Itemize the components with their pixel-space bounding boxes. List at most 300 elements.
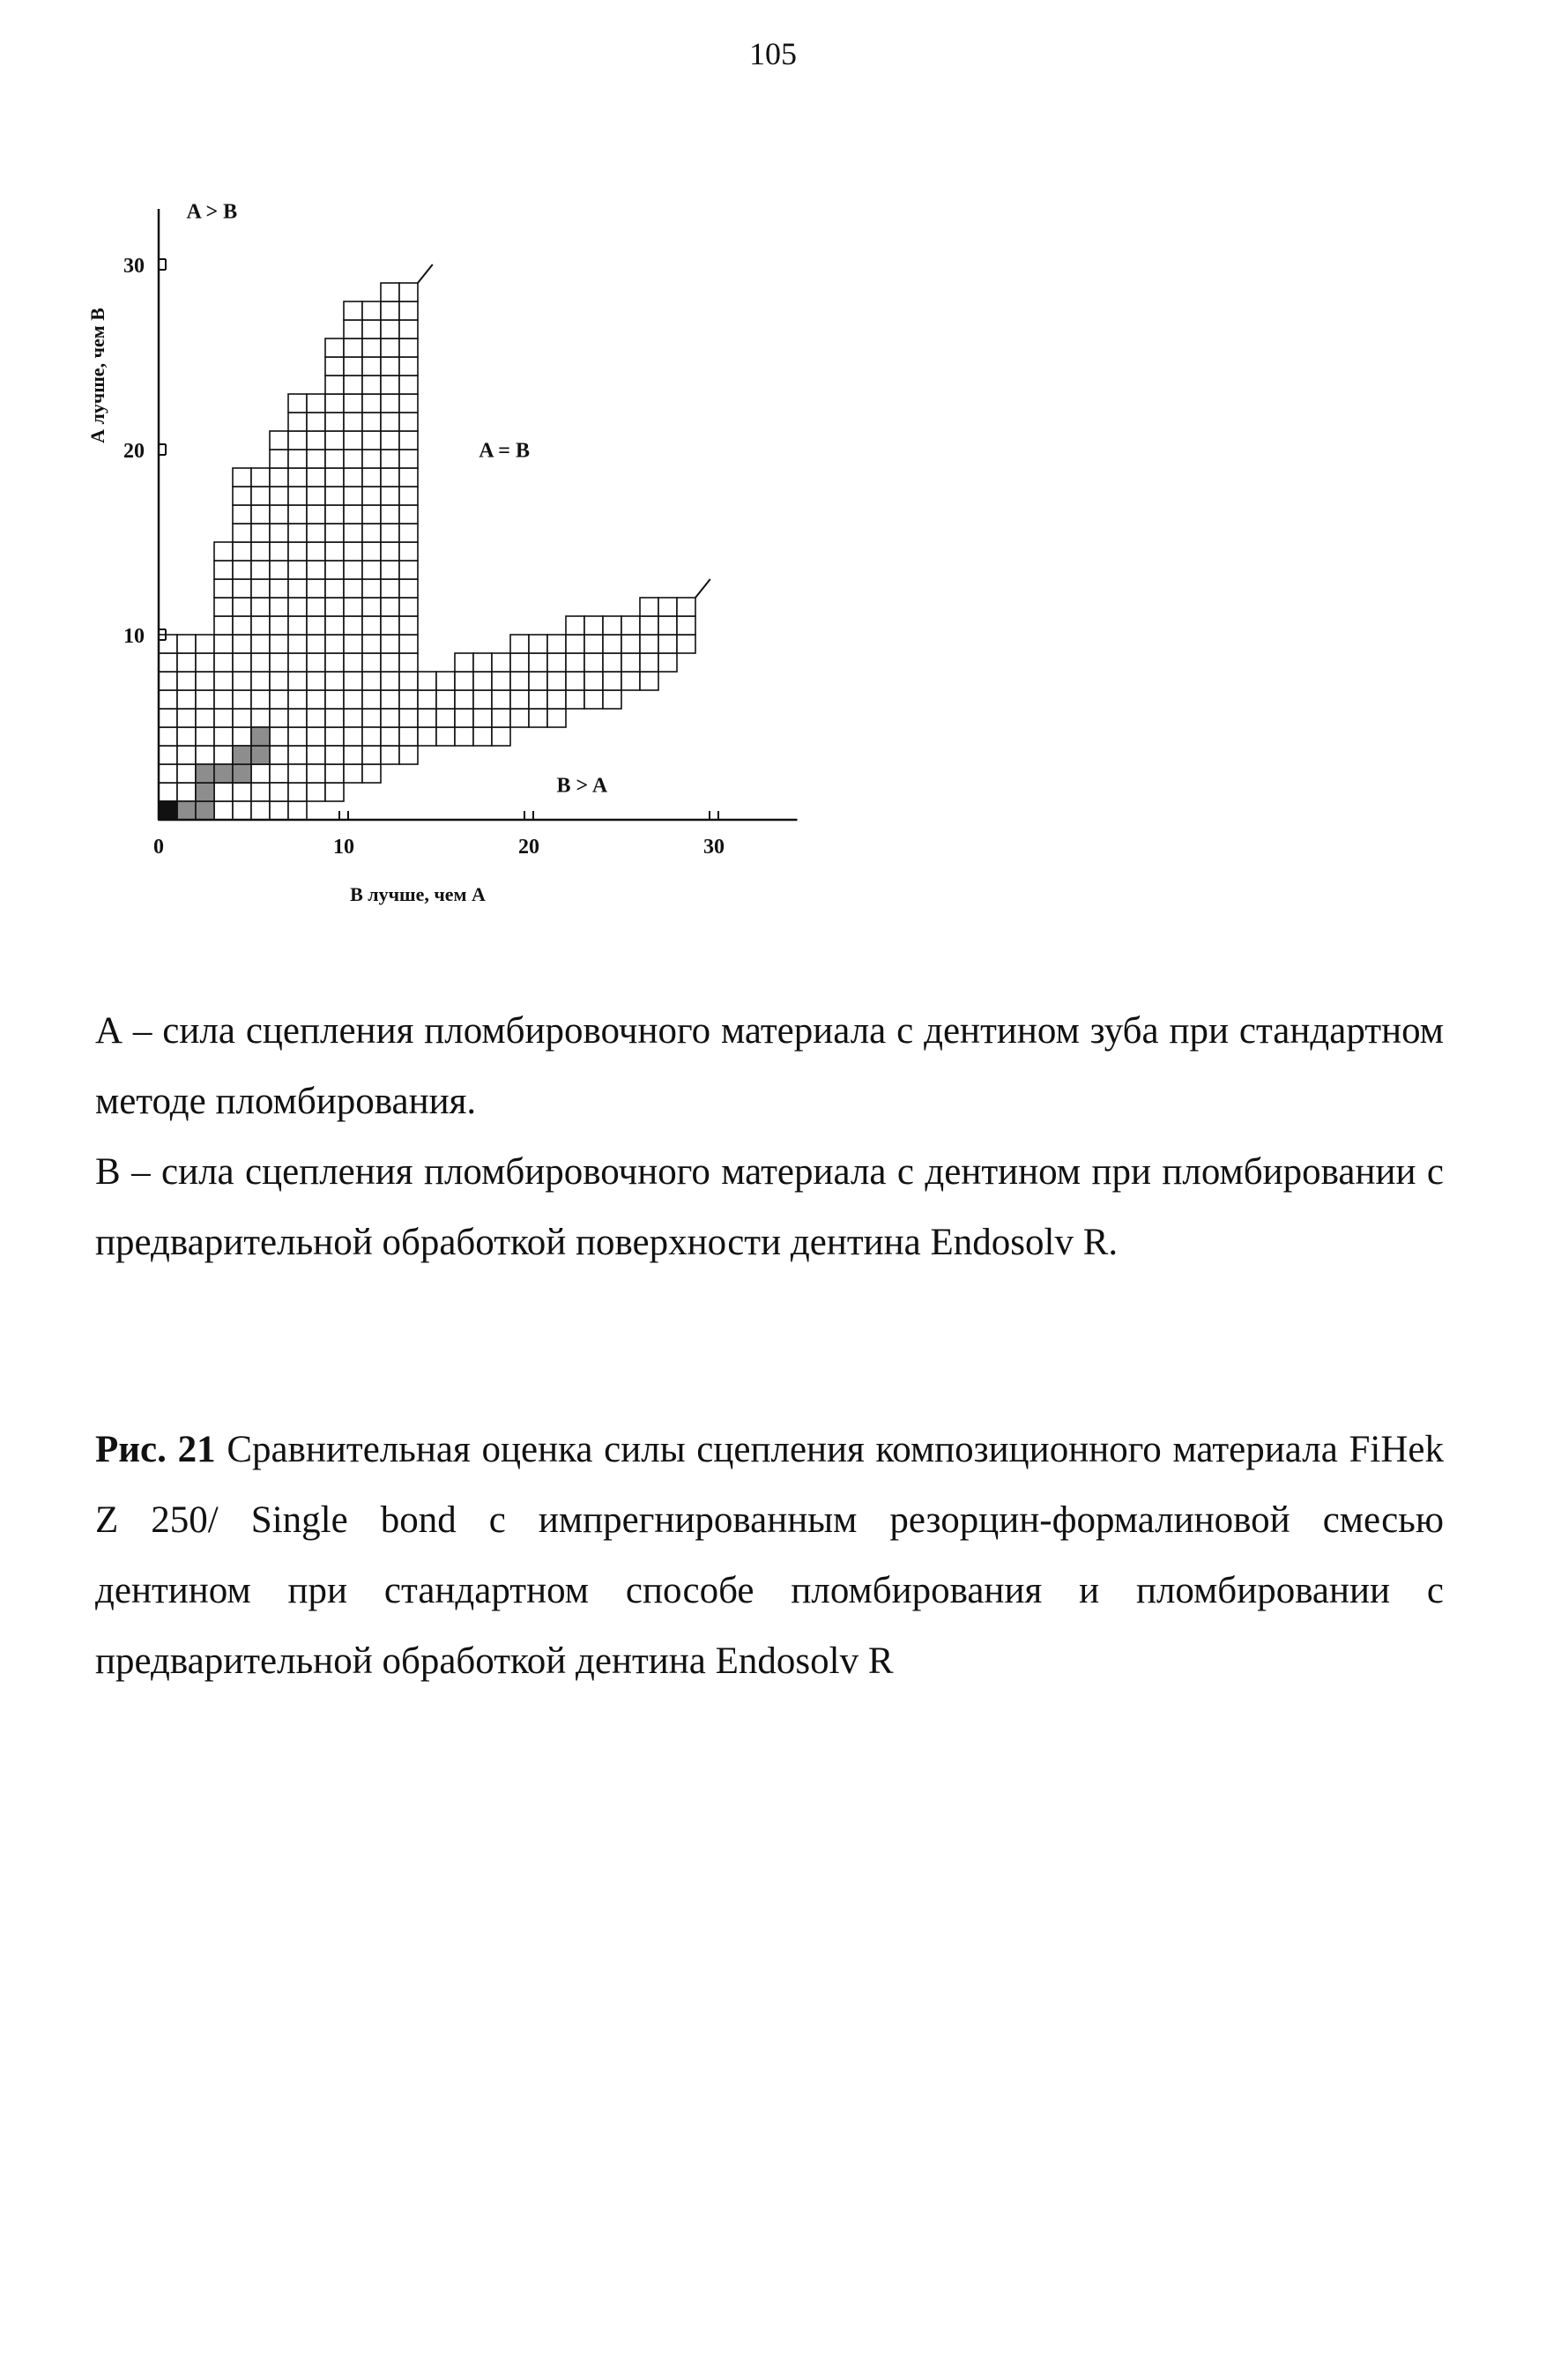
upper-boundary-cell [288, 413, 307, 431]
upper-boundary-cell [399, 616, 418, 635]
upper-boundary-cell [399, 487, 418, 505]
upper-boundary-cell [233, 709, 251, 727]
lower-band-cell [603, 653, 621, 672]
upper-boundary-cell [325, 635, 344, 653]
upper-boundary-cell [362, 468, 381, 487]
region-label-b-gt-a: B > A [556, 774, 608, 798]
y-tick-label: 20 [123, 440, 145, 463]
upper-boundary-cell [251, 468, 270, 487]
upper-boundary-cell [214, 561, 233, 579]
upper-boundary-cell [344, 635, 362, 653]
upper-boundary-cell [325, 338, 344, 357]
lower-band-cell [270, 801, 288, 820]
x-tick-label: 30 [703, 836, 725, 859]
lower-band-cell [362, 727, 381, 746]
upper-boundary-cell [233, 468, 251, 487]
shaded-path-cell [233, 764, 251, 783]
upper-boundary-cell [399, 450, 418, 468]
upper-boundary-cell [325, 468, 344, 487]
upper-boundary-cell [177, 727, 196, 746]
upper-boundary-cell [270, 450, 288, 468]
upper-boundary-cell [288, 524, 307, 542]
lower-band-cell [621, 635, 640, 653]
upper-boundary-cell [177, 653, 196, 672]
upper-boundary-cell [399, 413, 418, 431]
lower-band-cell [473, 672, 492, 690]
upper-boundary-cell [288, 746, 307, 764]
region-label-a-gt-b: A > B [186, 200, 238, 224]
upper-boundary-cell [399, 320, 418, 338]
upper-boundary-cell [399, 301, 418, 320]
upper-boundary-cell [288, 431, 307, 450]
upper-boundary-cell [325, 690, 344, 709]
lower-band-cell [640, 635, 658, 653]
lower-band-cell [325, 764, 344, 783]
upper-boundary-cell [233, 727, 251, 746]
upper-boundary-cell [288, 487, 307, 505]
upper-boundary-cell [307, 561, 325, 579]
lower-band-cell [547, 653, 566, 672]
lower-band-cell [381, 709, 399, 727]
upper-boundary-cell [381, 653, 399, 672]
lower-band-cell [325, 783, 344, 801]
upper-boundary-cell [233, 783, 251, 801]
upper-boundary-cell [196, 653, 214, 672]
upper-boundary-cell [381, 283, 399, 301]
grid-cells [159, 283, 695, 820]
upper-boundary-cell [399, 376, 418, 394]
upper-boundary-cell [159, 653, 177, 672]
upper-boundary-cell [344, 320, 362, 338]
upper-boundary-cell [251, 616, 270, 635]
upper-boundary-cell [381, 431, 399, 450]
upper-boundary-cell [251, 690, 270, 709]
upper-boundary-cell [344, 376, 362, 394]
lower-band-cell [529, 635, 547, 653]
lower-band-cell [510, 635, 529, 653]
upper-boundary-cell [362, 450, 381, 468]
lower-band-cell [399, 746, 418, 764]
upper-boundary-cell [214, 727, 233, 746]
upper-boundary-cell [381, 413, 399, 431]
lower-band-cell [270, 783, 288, 801]
upper-boundary-cell [344, 690, 362, 709]
upper-boundary-cell [270, 579, 288, 598]
upper-boundary-cell [159, 746, 177, 764]
lower-band-cell [473, 690, 492, 709]
upper-boundary-cell [214, 579, 233, 598]
upper-boundary-cell [399, 579, 418, 598]
upper-boundary-cell [233, 487, 251, 505]
upper-boundary-cell [159, 672, 177, 690]
upper-boundary-cell [233, 598, 251, 616]
lower-band-cell [584, 653, 603, 672]
lower-band-cell [566, 653, 584, 672]
upper-boundary-cell [381, 524, 399, 542]
upper-boundary-cell [251, 598, 270, 616]
lower-band-cell [307, 764, 325, 783]
lower-band-cell [529, 653, 547, 672]
upper-boundary-cell [362, 376, 381, 394]
upper-boundary-cell [307, 450, 325, 468]
figure-caption-text: Сравнительная оценка силы сцепления композиционного материала FiHek Z 250/ Single bond с импрегнированным резорцин-формалиновой смесью дентином при стандартном способе пломбирования и пломбировании с предварительной обработкой дентина Endosolv R [95, 1429, 1445, 1682]
upper-boundary-cell [270, 431, 288, 450]
lower-band-cell [418, 709, 436, 727]
upper-boundary-cell [381, 394, 399, 413]
upper-boundary-cell [344, 616, 362, 635]
upper-boundary-cell [307, 672, 325, 690]
upper-boundary-cell [362, 413, 381, 431]
legend-a-text: А – сила сцепления пломбировочного материала с дентином зуба при стандартном методе пломбирования. [95, 1010, 1444, 1122]
lower-band-cell [436, 727, 455, 746]
upper-boundary-cell [362, 635, 381, 653]
upper-boundary-cell [362, 505, 381, 524]
upper-boundary-cell [270, 746, 288, 764]
upper-boundary-cell [344, 468, 362, 487]
upper-boundary-cell [344, 338, 362, 357]
upper-boundary-cell [325, 413, 344, 431]
upper-boundary-cell [196, 672, 214, 690]
upper-boundary-cell [344, 450, 362, 468]
lower-band-cell [436, 672, 455, 690]
lower-band-cell [566, 635, 584, 653]
upper-boundary-cell [233, 672, 251, 690]
x-axis-label: В лучше, чем А [350, 883, 486, 905]
upper-boundary-cell [381, 301, 399, 320]
upper-boundary-cell [196, 709, 214, 727]
shaded-path-cell [251, 746, 270, 764]
upper-boundary-cell [233, 524, 251, 542]
lower-band-cell [584, 690, 603, 709]
upper-boundary-cell [362, 338, 381, 357]
upper-boundary-cell [362, 301, 381, 320]
upper-boundary-cell [214, 653, 233, 672]
upper-boundary-cell [307, 727, 325, 746]
upper-boundary-cell [270, 690, 288, 709]
upper-boundary-cell [270, 616, 288, 635]
lower-band-cell [381, 746, 399, 764]
lower-band-cell [418, 672, 436, 690]
upper-boundary-cell [288, 598, 307, 616]
chart-svg [71, 167, 864, 926]
lower-band-cell [344, 764, 362, 783]
lower-band-cell [603, 616, 621, 635]
upper-boundary-cell [399, 505, 418, 524]
upper-boundary-cell [214, 542, 233, 561]
upper-boundary-cell [344, 561, 362, 579]
upper-boundary-cell [399, 338, 418, 357]
upper-boundary-cell [381, 357, 399, 376]
upper-boundary-cell [325, 616, 344, 635]
upper-boundary-cell [270, 598, 288, 616]
x-tick-label: 10 [333, 836, 354, 859]
upper-boundary-cell [362, 542, 381, 561]
upper-boundary-cell [307, 542, 325, 561]
upper-boundary-cell [325, 672, 344, 690]
lower-band-cell [473, 709, 492, 727]
upper-boundary-cell [325, 709, 344, 727]
lower-band-cell [603, 635, 621, 653]
lower-band-cell [473, 653, 492, 672]
lower-band-cell [677, 635, 695, 653]
upper-boundary-cell [233, 635, 251, 653]
upper-boundary-cell [251, 635, 270, 653]
lower-band-cell [362, 746, 381, 764]
upper-boundary-cell [288, 561, 307, 579]
lower-band-cell [362, 764, 381, 783]
lower-band-cell [677, 616, 695, 635]
lower-band-cell [492, 690, 510, 709]
x-tick-label: 0 [153, 836, 164, 859]
lower-band-cell [325, 746, 344, 764]
lower-band-cell [492, 672, 510, 690]
upper-boundary-cell [362, 653, 381, 672]
upper-boundary-cell [325, 542, 344, 561]
lower-band-cell [640, 616, 658, 635]
upper-boundary-continuation [418, 264, 433, 283]
upper-boundary-cell [307, 598, 325, 616]
upper-boundary-cell [251, 579, 270, 598]
figure-caption [95, 1415, 1444, 1697]
lower-band-cell [658, 616, 677, 635]
upper-boundary-cell [381, 338, 399, 357]
upper-boundary-cell [270, 561, 288, 579]
upper-boundary-cell [214, 783, 233, 801]
upper-boundary-cell [325, 505, 344, 524]
upper-boundary-cell [196, 690, 214, 709]
start-cell [159, 801, 177, 820]
upper-boundary-cell [325, 394, 344, 413]
upper-boundary-cell [159, 764, 177, 783]
lower-band-cell [584, 616, 603, 635]
upper-boundary-cell [381, 487, 399, 505]
upper-boundary-cell [381, 450, 399, 468]
upper-boundary-cell [288, 727, 307, 746]
upper-boundary-cell [381, 690, 399, 709]
upper-boundary-cell [233, 653, 251, 672]
upper-boundary-cell [344, 413, 362, 431]
lower-band-cell [547, 690, 566, 709]
upper-boundary-cell [251, 524, 270, 542]
shaded-path-cell [177, 801, 196, 820]
lower-band-cell [473, 727, 492, 746]
lower-band-cell [492, 727, 510, 746]
lower-band-cell [288, 801, 307, 820]
upper-boundary-cell [214, 672, 233, 690]
lower-boundary-continuation [695, 579, 710, 598]
upper-boundary-cell [399, 431, 418, 450]
upper-boundary-cell [288, 616, 307, 635]
lower-band-cell [288, 783, 307, 801]
upper-boundary-cell [399, 394, 418, 413]
lower-band-cell [307, 783, 325, 801]
shaded-path-cell [233, 746, 251, 764]
upper-boundary-cell [325, 561, 344, 579]
upper-boundary-cell [251, 561, 270, 579]
upper-boundary-cell [381, 672, 399, 690]
upper-boundary-cell [177, 764, 196, 783]
upper-boundary-cell [177, 709, 196, 727]
upper-boundary-cell [344, 487, 362, 505]
x-tick-label: 20 [518, 836, 539, 859]
upper-boundary-cell [344, 653, 362, 672]
upper-boundary-cell [381, 505, 399, 524]
upper-boundary-cell [288, 394, 307, 413]
upper-boundary-cell [381, 579, 399, 598]
upper-boundary-cell [288, 653, 307, 672]
upper-boundary-cell [214, 690, 233, 709]
lower-band-cell [510, 672, 529, 690]
upper-boundary-cell [381, 616, 399, 635]
upper-boundary-cell [159, 709, 177, 727]
upper-boundary-cell [270, 524, 288, 542]
lower-band-cell [436, 690, 455, 709]
upper-boundary-cell [251, 709, 270, 727]
upper-boundary-cell [325, 357, 344, 376]
lower-band-cell [547, 709, 566, 727]
lower-band-cell [547, 672, 566, 690]
upper-boundary-cell [381, 635, 399, 653]
upper-boundary-cell [381, 320, 399, 338]
upper-boundary-cell [307, 653, 325, 672]
upper-boundary-cell [270, 505, 288, 524]
y-axis-label: А лучше, чем В [86, 308, 108, 443]
upper-boundary-cell [399, 635, 418, 653]
lower-band-cell [455, 690, 473, 709]
upper-boundary-cell [307, 487, 325, 505]
upper-boundary-cell [344, 505, 362, 524]
y-tick-label: 10 [123, 625, 145, 648]
upper-boundary-cell [159, 635, 177, 653]
upper-boundary-cell [362, 561, 381, 579]
lower-band-cell [603, 672, 621, 690]
upper-boundary-cell [251, 487, 270, 505]
upper-boundary-cell [307, 690, 325, 709]
lower-band-cell [640, 672, 658, 690]
upper-boundary-cell [307, 413, 325, 431]
upper-boundary-cell [270, 635, 288, 653]
upper-boundary-cell [288, 542, 307, 561]
lower-band-cell [344, 727, 362, 746]
lower-band-cell [677, 598, 695, 616]
lower-band-cell [492, 709, 510, 727]
lower-band-cell [584, 672, 603, 690]
lower-band-cell [381, 727, 399, 746]
upper-boundary-cell [307, 524, 325, 542]
lower-band-cell [455, 709, 473, 727]
upper-boundary-cell [362, 672, 381, 690]
lower-band-cell [566, 616, 584, 635]
upper-boundary-cell [362, 431, 381, 450]
upper-boundary-cell [381, 598, 399, 616]
upper-boundary-cell [177, 690, 196, 709]
upper-boundary-cell [325, 450, 344, 468]
sequential-analysis-chart [71, 167, 864, 926]
upper-boundary-cell [270, 727, 288, 746]
upper-boundary-cell [344, 394, 362, 413]
upper-boundary-cell [214, 709, 233, 727]
upper-boundary-cell [362, 320, 381, 338]
upper-boundary-cell [233, 579, 251, 598]
lower-band-cell [621, 616, 640, 635]
lower-band-cell [233, 801, 251, 820]
upper-boundary-cell [399, 542, 418, 561]
shaded-path-cell [251, 727, 270, 746]
upper-boundary-cell [251, 542, 270, 561]
y-tick-label: 30 [123, 255, 145, 278]
lower-band-cell [418, 690, 436, 709]
upper-boundary-cell [159, 727, 177, 746]
upper-boundary-cell [214, 746, 233, 764]
lower-band-cell [399, 709, 418, 727]
upper-boundary-cell [251, 783, 270, 801]
lower-band-cell [566, 690, 584, 709]
upper-boundary-cell [177, 783, 196, 801]
lower-band-cell [492, 653, 510, 672]
upper-boundary-cell [270, 709, 288, 727]
lower-band-cell [399, 727, 418, 746]
upper-boundary-cell [325, 653, 344, 672]
upper-boundary-cell [362, 357, 381, 376]
upper-boundary-cell [325, 579, 344, 598]
lower-band-cell [510, 709, 529, 727]
upper-boundary-cell [307, 431, 325, 450]
shaded-path-cell [196, 764, 214, 783]
shaded-path-cell [214, 764, 233, 783]
lower-band-cell [640, 598, 658, 616]
upper-boundary-cell [399, 653, 418, 672]
upper-boundary-cell [270, 487, 288, 505]
upper-boundary-cell [233, 561, 251, 579]
upper-boundary-cell [307, 616, 325, 635]
lower-band-cell [529, 690, 547, 709]
upper-boundary-cell [233, 542, 251, 561]
upper-boundary-cell [233, 616, 251, 635]
lower-band-cell [640, 653, 658, 672]
upper-boundary-cell [362, 616, 381, 635]
upper-boundary-cell [325, 524, 344, 542]
upper-boundary-cell [362, 690, 381, 709]
upper-boundary-cell [214, 598, 233, 616]
upper-boundary-cell [344, 524, 362, 542]
upper-boundary-cell [307, 709, 325, 727]
lower-band-cell [547, 635, 566, 653]
upper-boundary-cell [288, 690, 307, 709]
lower-band-cell [399, 690, 418, 709]
upper-boundary-cell [159, 690, 177, 709]
lower-band-cell [529, 709, 547, 727]
upper-boundary-cell [288, 505, 307, 524]
lower-band-cell [603, 690, 621, 709]
upper-boundary-cell [214, 635, 233, 653]
lower-band-cell [344, 746, 362, 764]
upper-boundary-cell [307, 394, 325, 413]
region-label-a-eq-b: A = B [479, 439, 531, 463]
upper-boundary-cell [177, 746, 196, 764]
lower-band-cell [455, 672, 473, 690]
upper-boundary-cell [214, 801, 233, 820]
lower-band-cell [621, 672, 640, 690]
upper-boundary-cell [196, 635, 214, 653]
upper-boundary-cell [251, 505, 270, 524]
upper-boundary-cell [307, 505, 325, 524]
upper-boundary-cell [344, 542, 362, 561]
upper-boundary-cell [362, 709, 381, 727]
upper-boundary-cell [177, 672, 196, 690]
upper-boundary-cell [344, 709, 362, 727]
upper-boundary-cell [270, 468, 288, 487]
lower-band-cell [529, 672, 547, 690]
